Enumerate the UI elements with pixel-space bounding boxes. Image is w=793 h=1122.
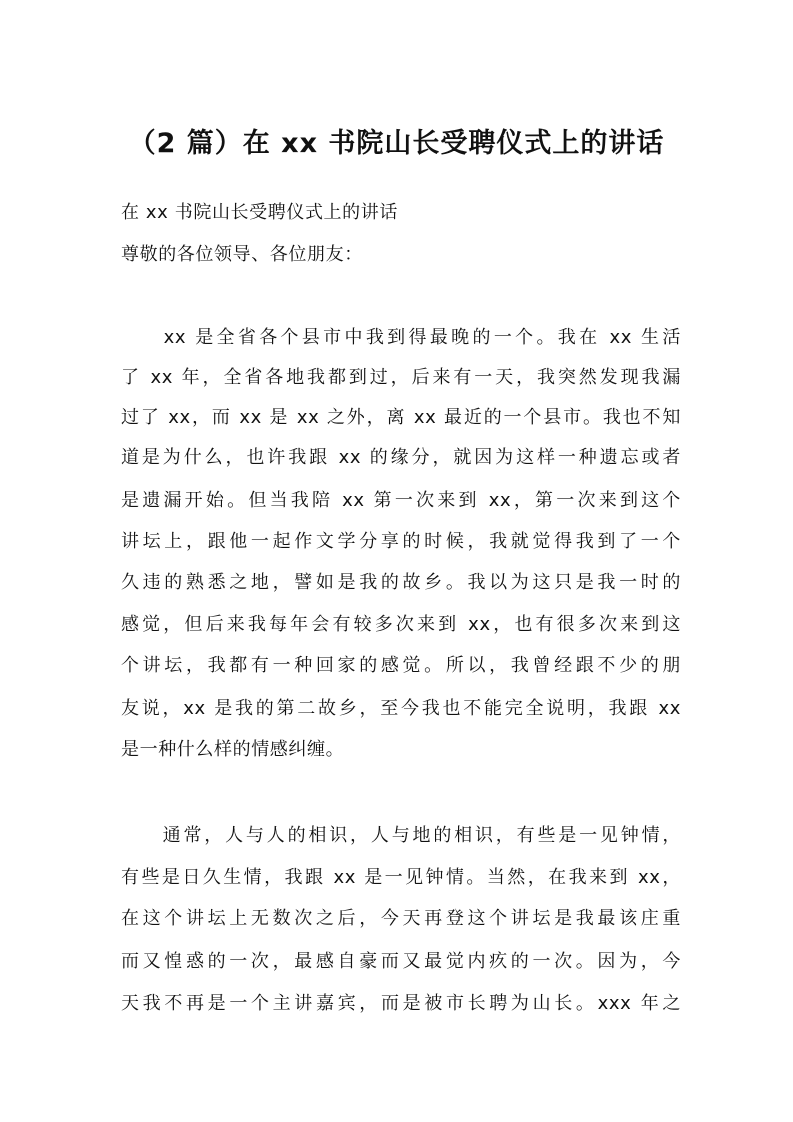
paragraph-line: 在这个讲坛上无数次之后，今天再登这个讲坛是我最该庄重 bbox=[121, 908, 681, 929]
paragraph-line: 了 xx 年，全省各地我都到过，后来有一天，我突然发现我漏 bbox=[121, 367, 681, 388]
paragraph-line: 是一种什么样的情感纠缠。 bbox=[121, 739, 345, 760]
paragraph-line: 有些是日久生情，我跟 xx 是一见钟情。当然，在我来到 xx， bbox=[121, 867, 681, 888]
paragraph-line: 讲坛上，跟他一起作文学分享的时候，我就觉得我到了一个 bbox=[121, 531, 681, 552]
paragraph-line: 是遗漏开始。但当我陪 xx 第一次来到 xx，第一次来到这个 bbox=[121, 490, 681, 511]
paragraph-line: 通常，人与人的相识，人与地的相识，有些是一见钟情， bbox=[121, 825, 681, 846]
greeting-line: 尊敬的各位领导、各位朋友： bbox=[121, 244, 363, 265]
paragraph-line: 友说，xx 是我的第二故乡，至今我也不能完全说明，我跟 xx bbox=[121, 698, 681, 719]
paragraph-line: 天我不再是一个主讲嘉宾，而是被市长聘为山长。xxx 年之 bbox=[121, 993, 681, 1014]
paragraph-line: 久违的熟悉之地，譬如是我的故乡。我以为这只是我一时的 bbox=[121, 572, 681, 593]
paragraph-line: 个讲坛，我都有一种回家的感觉。所以，我曾经跟不少的朋 bbox=[121, 655, 681, 676]
paragraph-line: 而又惶惑的一次，最感自豪而又最觉内疚的一次。因为，今 bbox=[121, 951, 681, 972]
document-subtitle: 在 xx 书院山长受聘仪式上的讲话 bbox=[121, 202, 398, 223]
paragraph-line: 过了 xx，而 xx 是 xx 之外，离 xx 最近的一个县市。我也不知 bbox=[121, 407, 681, 428]
document-title: （2 篇）在 xx 书院山长受聘仪式上的讲话 bbox=[128, 128, 665, 159]
paragraph-line: 感觉，但后来我每年会有较多次来到 xx，也有很多次来到这 bbox=[121, 614, 681, 635]
paragraph-line: 道是为什么，也许我跟 xx 的缘分，就因为这样一种遗忘或者 bbox=[121, 447, 681, 468]
paragraph-line: xx 是全省各个县市中我到得最晚的一个。我在 xx 生活 bbox=[121, 327, 681, 348]
